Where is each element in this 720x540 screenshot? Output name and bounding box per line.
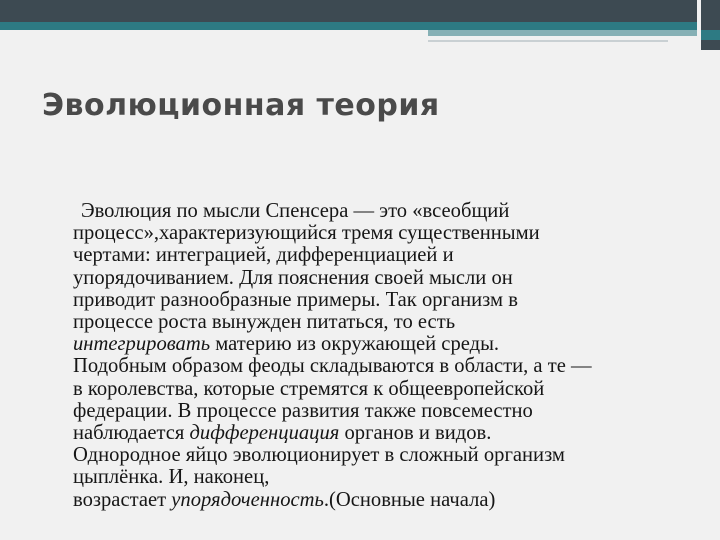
corner-block — [701, 0, 720, 50]
text-line: Подобным образом феоды складываются в области, а те — — [73, 355, 592, 378]
emphasis-text: интегрировать — [73, 333, 211, 356]
text-line — [73, 422, 705, 444]
text-line: чертами: интеграцией, дифференциацией и — [73, 244, 454, 267]
text-line: упорядочиванием. Для пояснения своей мысли он — [73, 266, 513, 289]
text-line: цыплёнка. И, наконец, — [73, 466, 270, 489]
text-line: федерации. В процессе развития также повсеместно — [73, 399, 533, 422]
text-span: наблюдается — [73, 422, 190, 445]
text-span: материю из окружающей среды. — [210, 333, 500, 356]
header-accent-bar — [0, 22, 697, 30]
corner-accent — [701, 30, 720, 40]
text-span: .(Основные начала) — [323, 488, 496, 511]
text-span: органов и видов. — [339, 422, 492, 445]
header-accent-tab — [428, 30, 697, 36]
header-divider — [428, 40, 668, 42]
emphasis-text: дифференциация — [189, 422, 340, 445]
text-line — [73, 333, 705, 355]
text-line: приводит разнообразные примеры. Так организм в — [73, 288, 518, 311]
text-line: в королевства, которые стремятся к общеевропейской — [73, 377, 545, 400]
text-line — [73, 489, 705, 511]
text-line: Эволюция по мысли Спенсера — это «всеобщий — [81, 200, 510, 222]
text-line: процессе роста вынужден питаться, то есть — [73, 311, 456, 334]
emphasis-text: упорядоченность — [171, 488, 324, 511]
slide-title: Эволюционная теория — [42, 88, 440, 123]
text-span: возрастает — [73, 488, 172, 511]
body-text — [73, 200, 705, 511]
header-bar — [0, 0, 697, 22]
text-line: Однородное яйцо эволюционирует в сложный организм — [73, 444, 565, 467]
text-line: процесс»,характеризующийся тремя существенными — [73, 222, 540, 245]
